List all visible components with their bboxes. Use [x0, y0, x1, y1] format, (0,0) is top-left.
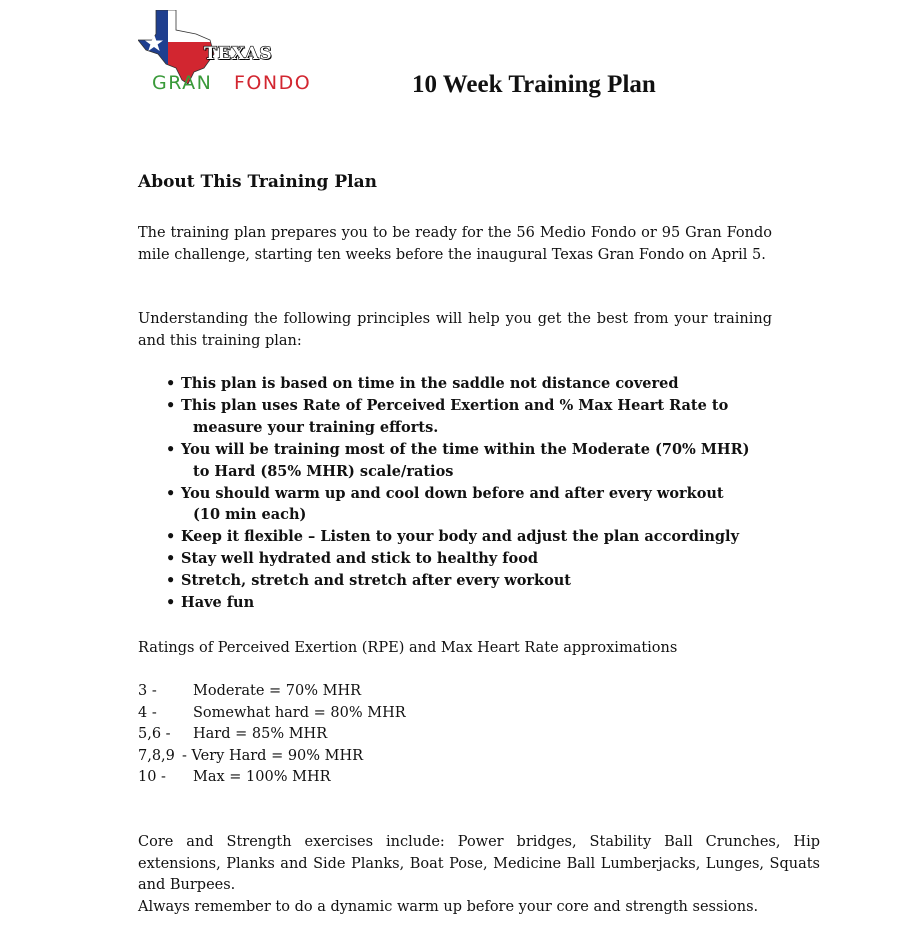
rpe-description: Somewhat hard = 80% MHR	[193, 704, 406, 721]
rpe-level: 7,8,9	[138, 747, 175, 764]
rpe-level: 4 -	[138, 704, 157, 721]
rpe-level: 3 -	[138, 683, 157, 699]
warmup-reminder: Always remember to do a dynamic warm up before your core and strength sessions.	[138, 899, 759, 915]
texas-gran-fondo-logo	[138, 10, 328, 100]
document-title: 10 Week Training Plan	[412, 71, 656, 98]
list-item: • Have fun	[138, 592, 772, 614]
bullet-icon: •	[166, 528, 176, 546]
bullet-icon: •	[166, 396, 176, 414]
intro-paragraph: The training plan prepares you to be ready for the 56 Medio Fondo or 95 Gran Fondo mile challenge, starting ten weeks before the inaugural Texas Gran Fondo on April 5.	[138, 225, 772, 263]
list-item: • Stay well hydrated and stick to healthy food	[138, 548, 772, 570]
logo-fondo-text: FONDO	[234, 72, 312, 94]
section-heading-about: About This Training Plan	[138, 172, 377, 192]
rpe-description: Hard = 85% MHR	[193, 726, 328, 743]
bullet-icon: •	[166, 440, 176, 458]
rpe-description: Max = 100% MHR	[193, 769, 331, 786]
logo-gran-text: GRAN	[152, 72, 213, 94]
bullet-icon: •	[166, 375, 176, 392]
list-item: • You should warm up and cool down before and after every workout (10 min each)	[166, 484, 724, 524]
list-item: • You will be training most of the time within the Moderate (70% MHR) to Hard (85% MHR) scale/ratios	[166, 440, 750, 480]
rpe-intro: Ratings of Perceived Exertion (RPE) and Max Heart Rate approximations	[138, 640, 678, 656]
logo-texas-text: TEXAS	[204, 44, 273, 64]
bullet-icon: •	[166, 594, 176, 612]
rpe-level: 5,6 -	[138, 726, 171, 743]
rpe-description: - Very Hard = 90% MHR	[182, 747, 364, 764]
list-item: • This plan is based on time in the saddle not distance covered	[138, 373, 772, 395]
list-item: • This plan uses Rate of Perceived Exertion and % Max Heart Rate to measure your training efforts.	[166, 396, 729, 436]
list-item: • Keep it flexible – Listen to your body and adjust the plan accordingly	[138, 526, 772, 548]
bullet-icon: •	[166, 550, 176, 568]
bullet-icon: •	[166, 572, 176, 590]
bullet-icon: •	[166, 484, 176, 502]
list-item: • Stretch, stretch and stretch after every workout	[138, 570, 772, 592]
rpe-description: Moderate = 70% MHR	[193, 683, 362, 699]
core-strength-paragraph: Core and Strength exercises include: Power bridges, Stability Ball Crunches, Hip extensions, Planks and Side Planks, Boat Pose, Medicine Ball Lumberjacks, Lunges, Squats and Burpees.	[138, 834, 820, 893]
principles-list	[138, 373, 772, 614]
principles-intro-paragraph: Understanding the following principles will help you get the best from your training and this training plan:	[138, 311, 772, 349]
rpe-level: 10 -	[138, 769, 166, 786]
